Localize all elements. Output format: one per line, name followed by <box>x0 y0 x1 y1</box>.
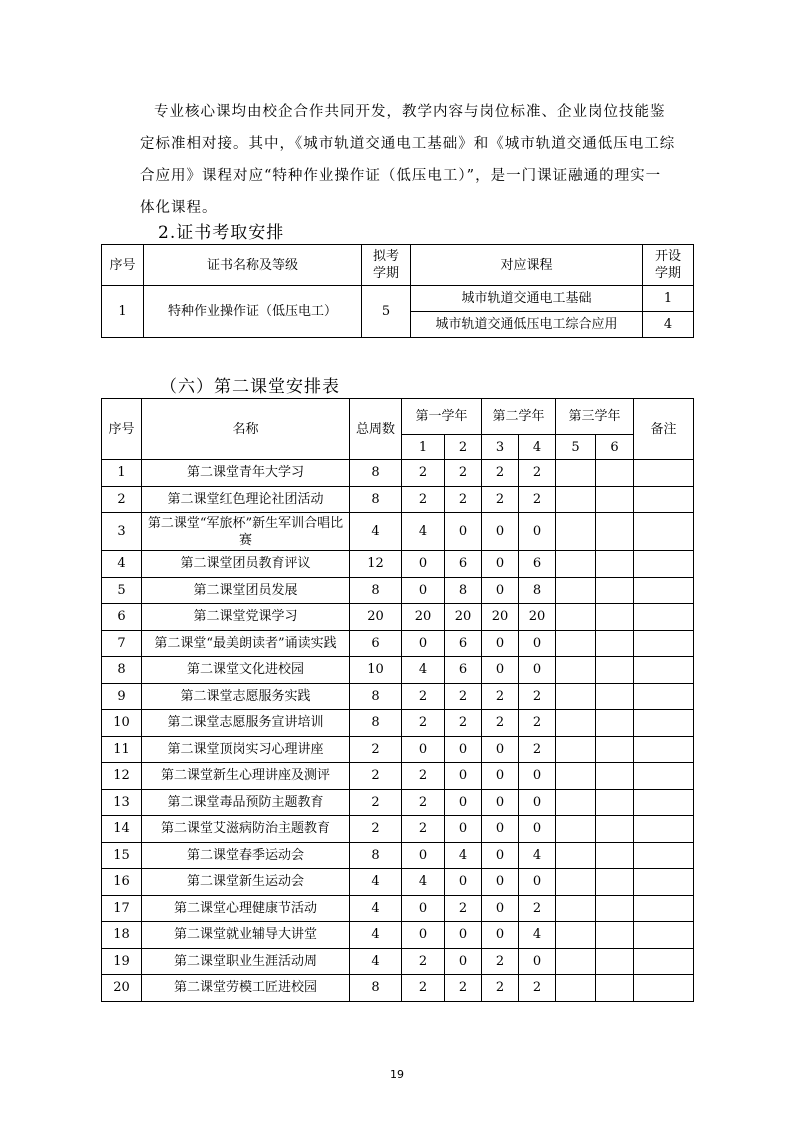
row-term-4: 2 <box>519 710 556 737</box>
table-row <box>102 842 694 869</box>
table-row <box>102 577 694 604</box>
row-term-6 <box>596 869 634 896</box>
row-note <box>634 604 694 631</box>
row-term-3: 0 <box>482 513 519 551</box>
row-name: 第二课堂劳模工匠进校园 <box>142 975 350 1002</box>
row-term-5 <box>556 513 596 551</box>
row-term-1: 0 <box>402 922 445 949</box>
row-term-2: 0 <box>445 948 482 975</box>
intro-line-2: 定标准相对接。其中，《城市轨道交通电工基础》和《城市轨道交通低压电工综 <box>140 136 676 152</box>
row-note <box>634 975 694 1002</box>
cert-row-term: 5 <box>362 286 411 338</box>
cert-row-start-1: 1 <box>643 286 694 312</box>
row-note <box>634 486 694 513</box>
row-term-6 <box>596 763 634 790</box>
row-term-3: 2 <box>482 948 519 975</box>
course-table-body <box>102 460 694 1002</box>
table-row <box>102 630 694 657</box>
table-row <box>102 551 694 578</box>
row-term-6 <box>596 513 634 551</box>
row-note <box>634 789 694 816</box>
row-term-1: 2 <box>402 789 445 816</box>
row-note <box>634 948 694 975</box>
row-term-4: 2 <box>519 736 556 763</box>
row-term-3: 0 <box>482 789 519 816</box>
row-term-4: 2 <box>519 683 556 710</box>
row-term-2: 4 <box>445 842 482 869</box>
cert-table <box>101 244 694 338</box>
row-no: 17 <box>102 895 142 922</box>
row-term-5 <box>556 842 596 869</box>
row-term-5 <box>556 975 596 1002</box>
intro-paragraph <box>140 96 680 224</box>
row-no: 4 <box>102 551 142 578</box>
row-term-3: 2 <box>482 975 519 1002</box>
row-term-4: 0 <box>519 816 556 843</box>
row-term-1: 2 <box>402 816 445 843</box>
row-name: 第二课堂毒品预防主题教育 <box>142 789 350 816</box>
cert-row-name: 特种作业操作证（低压电工） <box>144 286 362 338</box>
row-term-1: 2 <box>402 975 445 1002</box>
row-term-5 <box>556 789 596 816</box>
row-no: 19 <box>102 948 142 975</box>
row-term-2: 6 <box>445 551 482 578</box>
row-note <box>634 577 694 604</box>
row-name: 第二课堂新生运动会 <box>142 869 350 896</box>
row-term-5 <box>556 460 596 487</box>
course-header-year3: 第三学年 <box>556 399 634 435</box>
course-header-year2: 第二学年 <box>482 399 556 435</box>
row-term-3: 0 <box>482 842 519 869</box>
course-header-term-4: 4 <box>519 435 556 460</box>
table-row <box>102 683 694 710</box>
row-term-6 <box>596 460 634 487</box>
row-term-1: 4 <box>402 657 445 684</box>
row-term-1: 2 <box>402 948 445 975</box>
row-term-5 <box>556 948 596 975</box>
row-weeks: 10 <box>350 657 402 684</box>
row-term-3: 0 <box>482 630 519 657</box>
row-no: 5 <box>102 577 142 604</box>
row-term-4: 8 <box>519 577 556 604</box>
row-no: 12 <box>102 763 142 790</box>
row-term-6 <box>596 842 634 869</box>
table-row <box>102 816 694 843</box>
row-term-5 <box>556 683 596 710</box>
row-term-3: 0 <box>482 577 519 604</box>
row-weeks: 8 <box>350 683 402 710</box>
row-term-2: 2 <box>445 486 482 513</box>
row-term-3: 0 <box>482 895 519 922</box>
table-row <box>102 895 694 922</box>
row-no: 2 <box>102 486 142 513</box>
row-no: 10 <box>102 710 142 737</box>
table-row <box>102 869 694 896</box>
row-term-5 <box>556 763 596 790</box>
course-section-heading: （六）第二课堂安排表 <box>160 377 340 397</box>
row-term-5 <box>556 869 596 896</box>
row-term-1: 2 <box>402 486 445 513</box>
row-note <box>634 460 694 487</box>
row-term-1: 4 <box>402 869 445 896</box>
course-table-header <box>102 399 694 435</box>
row-term-2: 6 <box>445 630 482 657</box>
row-term-6 <box>596 922 634 949</box>
table-row <box>102 763 694 790</box>
row-name: 第二课堂职业生涯活动周 <box>142 948 350 975</box>
course-header-note: 备注 <box>634 399 694 460</box>
row-note <box>634 922 694 949</box>
row-weeks: 8 <box>350 486 402 513</box>
row-term-6 <box>596 895 634 922</box>
row-no: 14 <box>102 816 142 843</box>
row-name: 第二课堂红色理论社团活动 <box>142 486 350 513</box>
row-term-2: 20 <box>445 604 482 631</box>
row-term-5 <box>556 551 596 578</box>
row-term-5 <box>556 816 596 843</box>
table-row <box>102 710 694 737</box>
row-weeks: 4 <box>350 869 402 896</box>
row-term-1: 0 <box>402 895 445 922</box>
row-term-3: 2 <box>482 683 519 710</box>
row-term-5 <box>556 486 596 513</box>
row-name: 第二课堂志愿服务实践 <box>142 683 350 710</box>
row-name: 第二课堂就业辅导大讲堂 <box>142 922 350 949</box>
row-weeks: 8 <box>350 842 402 869</box>
row-name: 第二课堂青年大学习 <box>142 460 350 487</box>
row-weeks: 12 <box>350 551 402 578</box>
row-term-1: 2 <box>402 460 445 487</box>
intro-line-4: 体化课程。 <box>140 200 218 216</box>
row-term-1: 0 <box>402 577 445 604</box>
row-note <box>634 657 694 684</box>
row-note <box>634 816 694 843</box>
page-number: 19 <box>390 1068 404 1081</box>
row-name: 第二课堂“最美朗读者”诵读实践 <box>142 630 350 657</box>
row-term-4: 0 <box>519 513 556 551</box>
row-term-1: 0 <box>402 736 445 763</box>
row-no: 16 <box>102 869 142 896</box>
row-term-3: 0 <box>482 657 519 684</box>
row-name: 第二课堂团员教育评议 <box>142 551 350 578</box>
row-no: 18 <box>102 922 142 949</box>
row-weeks: 4 <box>350 513 402 551</box>
row-term-1: 0 <box>402 842 445 869</box>
row-weeks: 2 <box>350 736 402 763</box>
table-row <box>102 948 694 975</box>
intro-line-3: 合应用》课程对应“特种作业操作证（低压电工）”，是一门课证融通的理实一 <box>140 168 662 184</box>
row-term-5 <box>556 736 596 763</box>
row-term-5 <box>556 710 596 737</box>
row-term-1: 0 <box>402 630 445 657</box>
row-term-4: 0 <box>519 630 556 657</box>
row-term-2: 0 <box>445 922 482 949</box>
row-term-6 <box>596 789 634 816</box>
row-term-6 <box>596 816 634 843</box>
row-term-4: 0 <box>519 869 556 896</box>
row-name: 第二课堂志愿服务宣讲培训 <box>142 710 350 737</box>
row-term-4: 0 <box>519 763 556 790</box>
row-term-1: 2 <box>402 763 445 790</box>
row-term-2: 0 <box>445 736 482 763</box>
row-term-4: 2 <box>519 486 556 513</box>
row-term-2: 8 <box>445 577 482 604</box>
row-term-1: 0 <box>402 551 445 578</box>
cert-table-header <box>102 245 694 286</box>
row-term-6 <box>596 604 634 631</box>
cert-row-course-1: 城市轨道交通电工基础 <box>411 286 643 312</box>
row-name: 第二课堂团员发展 <box>142 577 350 604</box>
row-no: 8 <box>102 657 142 684</box>
cert-section-heading: 2.证书考取安排 <box>158 223 285 243</box>
row-weeks: 4 <box>350 948 402 975</box>
row-name: 第二课堂艾滋病防治主题教育 <box>142 816 350 843</box>
row-note <box>634 736 694 763</box>
row-term-6 <box>596 630 634 657</box>
row-term-5 <box>556 604 596 631</box>
row-note <box>634 895 694 922</box>
row-note <box>634 630 694 657</box>
row-term-3: 0 <box>482 816 519 843</box>
cert-header-name: 证书名称及等级 <box>144 245 362 286</box>
row-term-2: 6 <box>445 657 482 684</box>
row-term-3: 2 <box>482 486 519 513</box>
table-row <box>102 736 694 763</box>
row-no: 15 <box>102 842 142 869</box>
row-weeks: 8 <box>350 975 402 1002</box>
row-name: 第二课堂春季运动会 <box>142 842 350 869</box>
row-term-5 <box>556 630 596 657</box>
row-no: 1 <box>102 460 142 487</box>
table-row <box>102 460 694 487</box>
row-term-4: 2 <box>519 460 556 487</box>
course-header-no: 序号 <box>102 399 142 460</box>
row-weeks: 8 <box>350 577 402 604</box>
row-note <box>634 869 694 896</box>
row-term-2: 0 <box>445 816 482 843</box>
row-term-4: 4 <box>519 922 556 949</box>
row-term-3: 0 <box>482 763 519 790</box>
row-name: 第二课堂顶岗实习心理讲座 <box>142 736 350 763</box>
row-term-1: 4 <box>402 513 445 551</box>
table-row <box>102 513 694 551</box>
row-term-3: 2 <box>482 710 519 737</box>
row-term-6 <box>596 683 634 710</box>
row-term-3: 0 <box>482 869 519 896</box>
row-weeks: 20 <box>350 604 402 631</box>
row-term-3: 2 <box>482 460 519 487</box>
row-name: 第二课堂心理健康节活动 <box>142 895 350 922</box>
row-note <box>634 842 694 869</box>
row-note <box>634 513 694 551</box>
cert-header-no: 序号 <box>102 245 144 286</box>
row-term-3: 0 <box>482 736 519 763</box>
cert-row-start-2: 4 <box>643 312 694 338</box>
row-term-4: 4 <box>519 842 556 869</box>
row-term-6 <box>596 710 634 737</box>
row-term-3: 20 <box>482 604 519 631</box>
row-term-2: 0 <box>445 789 482 816</box>
row-no: 6 <box>102 604 142 631</box>
row-term-5 <box>556 922 596 949</box>
row-weeks: 4 <box>350 922 402 949</box>
row-name: 第二课堂新生心理讲座及测评 <box>142 763 350 790</box>
row-term-5 <box>556 577 596 604</box>
row-name: 第二课堂“军旅杯”新生军训合唱比赛 <box>142 513 350 551</box>
row-term-2: 0 <box>445 513 482 551</box>
row-term-5 <box>556 895 596 922</box>
row-term-4: 0 <box>519 657 556 684</box>
row-term-4: 2 <box>519 975 556 1002</box>
row-term-2: 2 <box>445 460 482 487</box>
row-name: 第二课堂党课学习 <box>142 604 350 631</box>
row-weeks: 2 <box>350 789 402 816</box>
row-term-5 <box>556 657 596 684</box>
row-term-1: 20 <box>402 604 445 631</box>
row-no: 3 <box>102 513 142 551</box>
row-term-6 <box>596 975 634 1002</box>
row-term-2: 2 <box>445 975 482 1002</box>
course-header-year1: 第一学年 <box>402 399 482 435</box>
table-row <box>102 975 694 1002</box>
row-note <box>634 763 694 790</box>
row-term-4: 2 <box>519 895 556 922</box>
row-term-4: 0 <box>519 789 556 816</box>
row-note <box>634 710 694 737</box>
row-term-6 <box>596 948 634 975</box>
table-row <box>102 286 694 312</box>
row-weeks: 2 <box>350 763 402 790</box>
row-term-6 <box>596 657 634 684</box>
cert-row-course-2: 城市轨道交通低压电工综合应用 <box>411 312 643 338</box>
row-term-4: 6 <box>519 551 556 578</box>
row-term-6 <box>596 486 634 513</box>
row-no: 13 <box>102 789 142 816</box>
row-weeks: 2 <box>350 816 402 843</box>
row-term-2: 2 <box>445 710 482 737</box>
cert-header-term: 拟考学期 <box>362 245 411 286</box>
course-header-term-1: 1 <box>402 435 445 460</box>
row-term-6 <box>596 551 634 578</box>
course-table <box>101 398 694 1002</box>
table-row <box>102 789 694 816</box>
intro-line-1: 专业核心课均由校企合作共同开发，教学内容与岗位标准、企业岗位技能鉴 <box>154 104 666 120</box>
cert-header-course: 对应课程 <box>411 245 643 286</box>
row-note <box>634 683 694 710</box>
row-term-2: 0 <box>445 869 482 896</box>
table-row <box>102 486 694 513</box>
course-header-term-3: 3 <box>482 435 519 460</box>
row-name: 第二课堂文化进校园 <box>142 657 350 684</box>
row-no: 11 <box>102 736 142 763</box>
row-term-4: 20 <box>519 604 556 631</box>
cert-row-no: 1 <box>102 286 144 338</box>
row-term-6 <box>596 736 634 763</box>
table-row <box>102 604 694 631</box>
course-header-weeks: 总周数 <box>350 399 402 460</box>
table-row <box>102 922 694 949</box>
row-no: 7 <box>102 630 142 657</box>
row-weeks: 6 <box>350 630 402 657</box>
row-term-2: 2 <box>445 683 482 710</box>
row-term-2: 0 <box>445 763 482 790</box>
row-no: 9 <box>102 683 142 710</box>
row-term-1: 2 <box>402 683 445 710</box>
cert-header-start: 开设学期 <box>643 245 694 286</box>
course-header-name: 名称 <box>142 399 350 460</box>
row-term-1: 2 <box>402 710 445 737</box>
row-term-4: 0 <box>519 948 556 975</box>
row-no: 20 <box>102 975 142 1002</box>
course-header-term-2: 2 <box>445 435 482 460</box>
course-header-term-6: 6 <box>596 435 634 460</box>
row-term-6 <box>596 577 634 604</box>
row-term-2: 2 <box>445 895 482 922</box>
row-weeks: 8 <box>350 710 402 737</box>
row-note <box>634 551 694 578</box>
course-header-term-5: 5 <box>556 435 596 460</box>
table-row <box>102 657 694 684</box>
row-term-3: 0 <box>482 551 519 578</box>
row-term-3: 0 <box>482 922 519 949</box>
row-weeks: 4 <box>350 895 402 922</box>
row-weeks: 8 <box>350 460 402 487</box>
